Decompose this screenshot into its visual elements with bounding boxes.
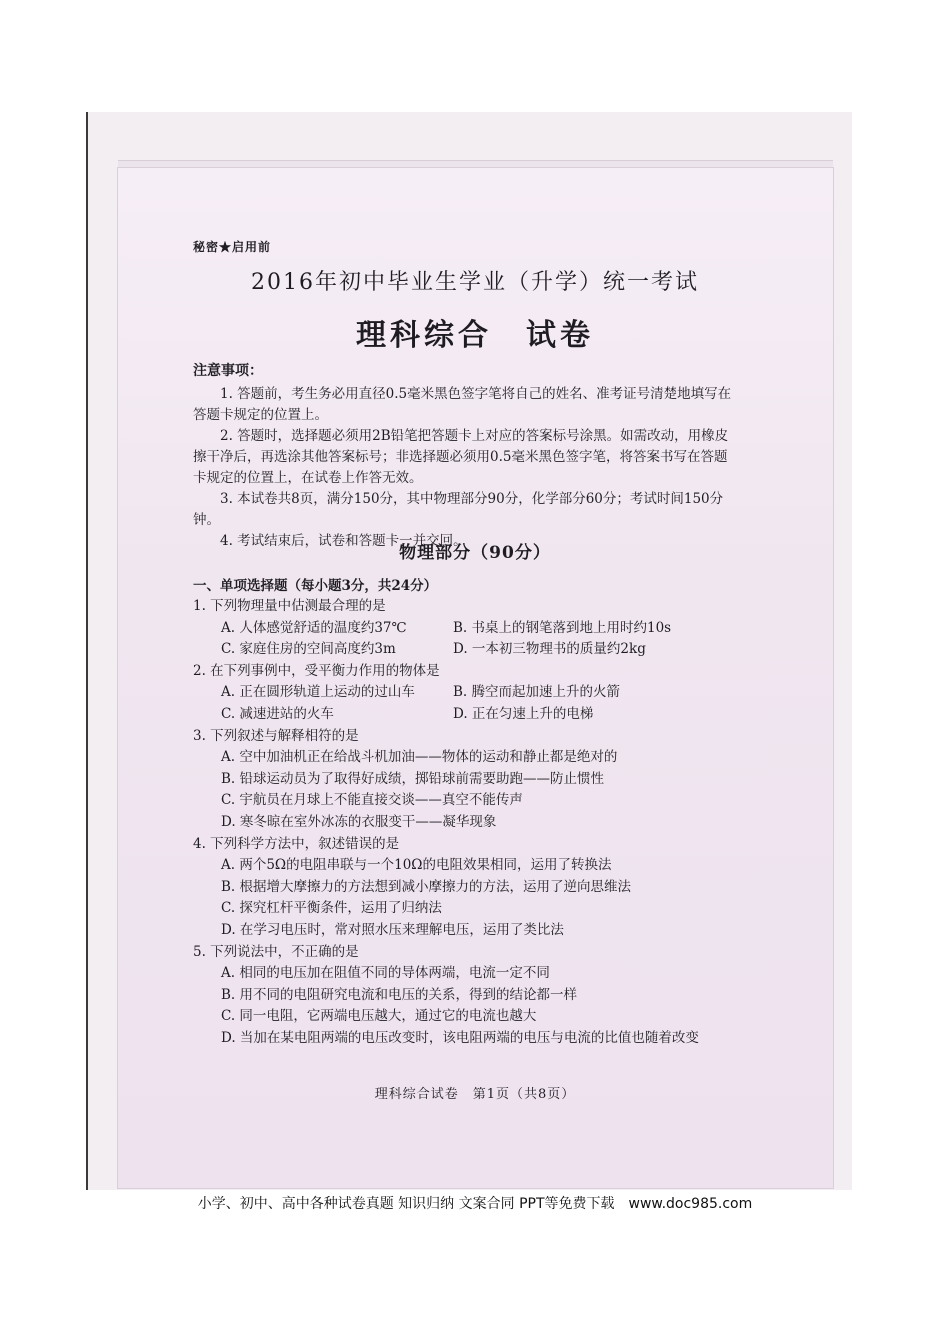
question-stem: 1. 下列物理量中估测最合理的是 xyxy=(193,598,386,614)
option-d: D. 当加在某电阻两端的电压改变时，该电阻两端的电压与电流的比值也随着改变 xyxy=(221,1029,699,1046)
question-stem: 3. 下列叙述与解释相符的是 xyxy=(193,727,359,744)
section-title: 物理部分（90分） xyxy=(399,543,551,563)
option-b: B. 根据增大摩擦力的方法想到减小摩擦力的方法，运用了逆向思维法 xyxy=(221,878,632,895)
option-b: B. 腾空而起加速上升的火箭 xyxy=(453,684,621,701)
question-3 xyxy=(193,726,753,834)
question-stem: 4. 下列科学方法中，叙述错误的是 xyxy=(193,835,400,852)
question-4 xyxy=(193,834,753,942)
option-d: D. 寒冬晾在室外冰冻的衣服变干——凝华现象 xyxy=(221,813,497,830)
question-5 xyxy=(193,942,753,1050)
part-title: 一、单项选择题（每小题3分，共24分） xyxy=(193,578,438,594)
question-stem: 5. 下列说法中，不正确的是 xyxy=(193,943,359,960)
page-number: 理科综合试卷 第1页（共8页） xyxy=(374,1087,576,1102)
option-list xyxy=(193,963,753,1049)
option-a: A. 相同的电压加在阻值不同的导体两端，电流一定不同 xyxy=(221,965,550,982)
option-a: A. 人体感觉舒适的温度约37℃ xyxy=(221,619,407,636)
question-1 xyxy=(193,596,753,661)
paper-title: 理科综合 试卷 xyxy=(356,318,594,353)
question-stem: 2. 在下列事例中，受平衡力作用的物体是 xyxy=(193,662,440,679)
option-c: C. 宇航员在月球上不能直接交谈——真空不能传声 xyxy=(221,792,523,809)
confidential-mark: 秘密★启用前 xyxy=(193,240,272,254)
option-b: B. 铅球运动员为了取得好成绩，掷铅球前需要助跑——防止惯性 xyxy=(221,770,605,787)
option-a: A. 两个5Ω的电阻串联与一个10Ω的电阻效果相同，运用了转换法 xyxy=(221,857,612,874)
option-a: A. 正在圆形轨道上运动的过山车 xyxy=(221,684,415,701)
question-2 xyxy=(193,661,753,726)
note-item: 4. 考试结束后，试卷和答题卡一并交回。 xyxy=(220,533,467,549)
option-d: D. 一本初三物理书的质量约2kg xyxy=(453,641,646,658)
option-grid xyxy=(193,618,753,661)
option-c: C. 探究杠杆平衡条件，运用了归纳法 xyxy=(221,900,442,917)
option-list xyxy=(193,747,753,833)
option-d: D. 正在匀速上升的电梯 xyxy=(453,705,594,722)
option-c: C. 家庭住房的空间高度约3m xyxy=(221,641,396,658)
option-b: B. 书桌上的钢笔落到地上用时约10s xyxy=(453,619,672,636)
option-b: B. 用不同的电阻研究电流和电压的关系，得到的结论都一样 xyxy=(221,986,578,1003)
exam-title: 2016年初中毕业生学业（升学）统一考试 xyxy=(251,270,699,295)
site-footer: 小学、初中、高中各种试卷真题 知识归纳 文案合同 PPT等免费下载 www.doc985.com xyxy=(197,1196,753,1212)
option-c: C. 减速进站的火车 xyxy=(221,705,334,722)
option-a: A. 空中加油机正在给战斗机加油——物体的运动和静止都是绝对的 xyxy=(221,749,618,766)
notes-list xyxy=(193,384,738,552)
option-grid xyxy=(193,682,753,725)
option-d: D. 在学习电压时，常对照水压来理解电压，运用了类比法 xyxy=(221,921,564,938)
option-c: C. 同一电阻，它两端电压越大，通过它的电流也越大 xyxy=(221,1008,537,1025)
question-list xyxy=(193,596,753,1049)
note-item: 2. 答题时，选择题必须用2B铅笔把答题卡上对应的答案标号涂黑。如需改动，用橡皮擦干净后，再选涂其他答案标号；非选择题必须用0.5毫米黑色签字笔，将答案书写在答题卡规定的位置上，在试卷上作答无效。 xyxy=(193,428,729,486)
notes-heading: 注意事项： xyxy=(193,363,263,379)
note-item: 3. 本试卷共8页，满分150分，其中物理部分90分，化学部分60分；考试时间150分钟。 xyxy=(193,491,724,528)
option-list xyxy=(193,855,753,941)
note-item: 1. 答题前，考生务必用直径0.5毫米黑色签字笔将自己的姓名、准考证号清楚地填写在答题卡规定的位置上。 xyxy=(193,386,732,423)
